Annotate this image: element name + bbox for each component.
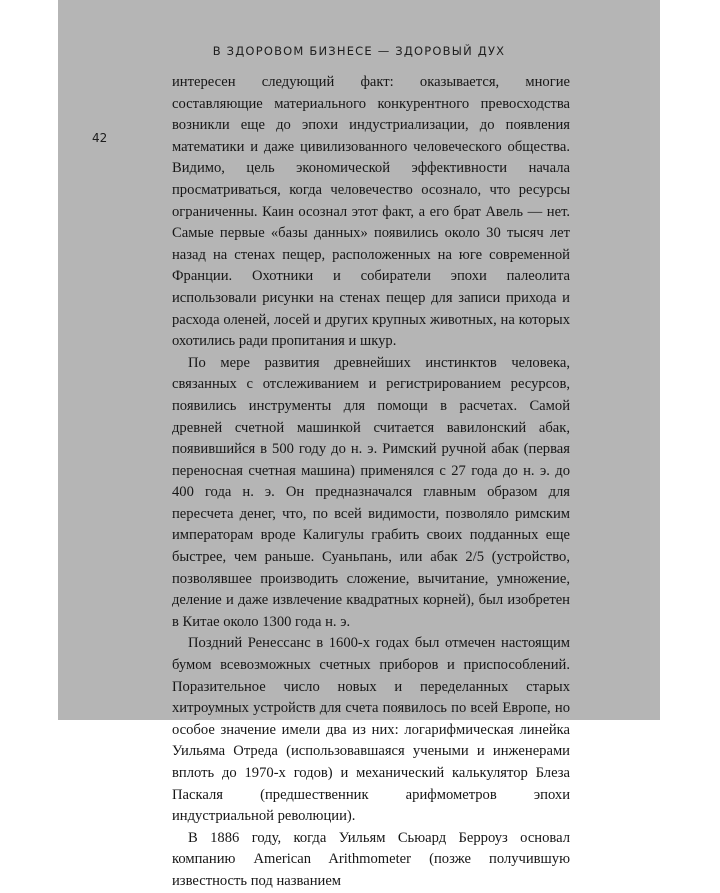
body-text (172, 72, 570, 893)
paragraph: интересен следующий факт: оказывается, многие составляющие материального конкурентного превосходства возникли еще до эпохи индустриализации, до появления математики и даже цивилизованного человеческого общества. Видимо, цель экономической эффективности начала просматриваться, когда человечество осознало, что ресурсы ограниченны. Каин осознал этот факт, а его брат Авель — нет. Самые первые «базы данных» появились около 30 тысяч лет назад на стенах пещер, расположенных на юге современной Франции. Охотники и собиратели эпохи палеолита использовали рисунки на стенах пещер для записи прихода и расхода оленей, лосей и других крупных животных, на которых охотились ради пропитания и шкур. (172, 74, 570, 350)
book-page (58, 0, 660, 889)
running-header: В ЗДОРОВОМ БИЗНЕСЕ — ЗДОРОВЫЙ ДУХ (212, 44, 506, 58)
paragraph: В 1886 году, когда Уильям Сьюард Берроуз основал компанию American Arithmometer (позже получившую известность под названием (172, 829, 570, 889)
paragraph: Поздний Ренессанс в 1600-х годах был отмечен настоящим бумом всевозможных счетных приборов и приспособлений. Поразительное число новых и переделанных старых хитроумных устройств для счета появилось по всей Европе, но особое значение имели два из них: логарифмическая линейка Уильяма Отреда (использовавшаяся учеными и инженерами вплоть до 1970-х годов) и механический калькулятор Блеза Паскаля (предшественник арифмометров эпохи индустриальной революции). (172, 635, 570, 825)
paragraph: По мере развития древнейших инстинктов человека, связанных с отслеживанием и регистрированием ресурсов, появились инструменты для помощи в расчетах. Самой древней счетной машинкой считается вавилонский абак, появившийся в 500 году до н. э. Римский ручной абак (первая переносная счетная машина) применялся с 27 года до н. э. до 400 года н. э. Он предназначался главным образом для пересчета денег, что, по всей видимости, позволяло римским императорам вроде Калигулы грабить своих подданных еще быстрее, чем раньше. Суаньпань, или абак 2/5 (устройство, позволявшее производить сложение, вычитание, умножение, деление и даже извлечение квадратных корней), был изобретен в Китае около 1300 года н. э. (172, 354, 570, 630)
page-number: 42 (92, 131, 108, 145)
